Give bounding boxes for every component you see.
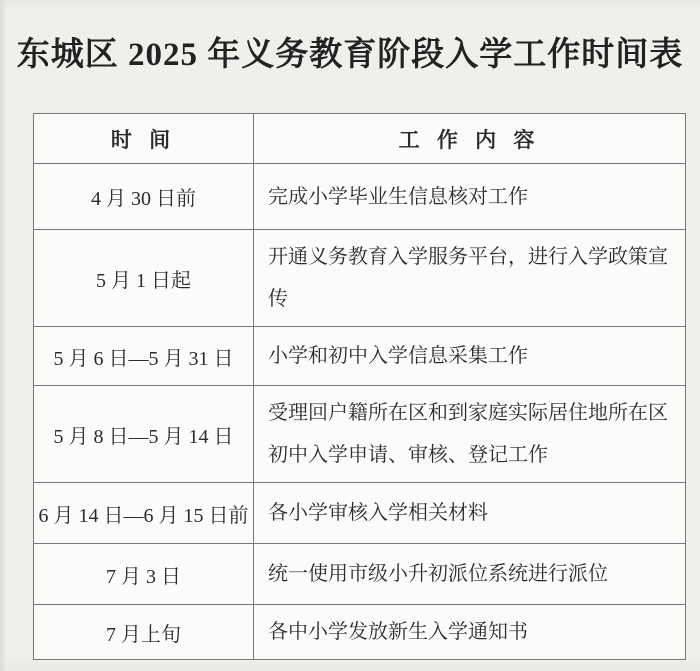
work-content-cell: 受理回户籍所在区和到家庭实际居住地所在区初中入学申请、审核、登记工作 [254,386,686,483]
table-row [34,483,686,544]
work-content-cell: 开通义务教育入学服务平台，进行入学政策宣传 [254,230,686,327]
time-column-header: 时 间 [34,114,254,164]
time-cell: 6 月 14 日—6 月 15 日前 [34,483,254,544]
work-content-column-header: 工 作 内 容 [254,114,686,164]
table-row [34,544,686,605]
work-content-cell: 小学和初中入学信息采集工作 [254,327,686,386]
table-header-row [34,114,686,164]
work-content-cell: 统一使用市级小升初派位系统进行派位 [254,544,686,605]
page-title: 东城区 2025 年义务教育阶段入学工作时间表 [16,37,684,73]
table-row [34,327,686,386]
work-content-cell: 各小学审核入学相关材料 [254,483,686,544]
time-cell: 7 月上旬 [34,605,254,660]
time-cell: 4 月 30 日前 [34,164,254,230]
schedule-table [33,113,686,660]
time-cell: 5 月 1 日起 [34,230,254,327]
work-content-cell: 各中小学发放新生入学通知书 [254,605,686,660]
time-cell: 5 月 8 日—5 月 14 日 [34,386,254,483]
time-cell: 7 月 3 日 [34,544,254,605]
table-row [34,386,686,483]
table-row [34,164,686,230]
work-content-cell: 完成小学毕业生信息核对工作 [254,164,686,230]
table-row [34,230,686,327]
table-row [34,605,686,660]
time-cell: 5 月 6 日—5 月 31 日 [34,327,254,386]
